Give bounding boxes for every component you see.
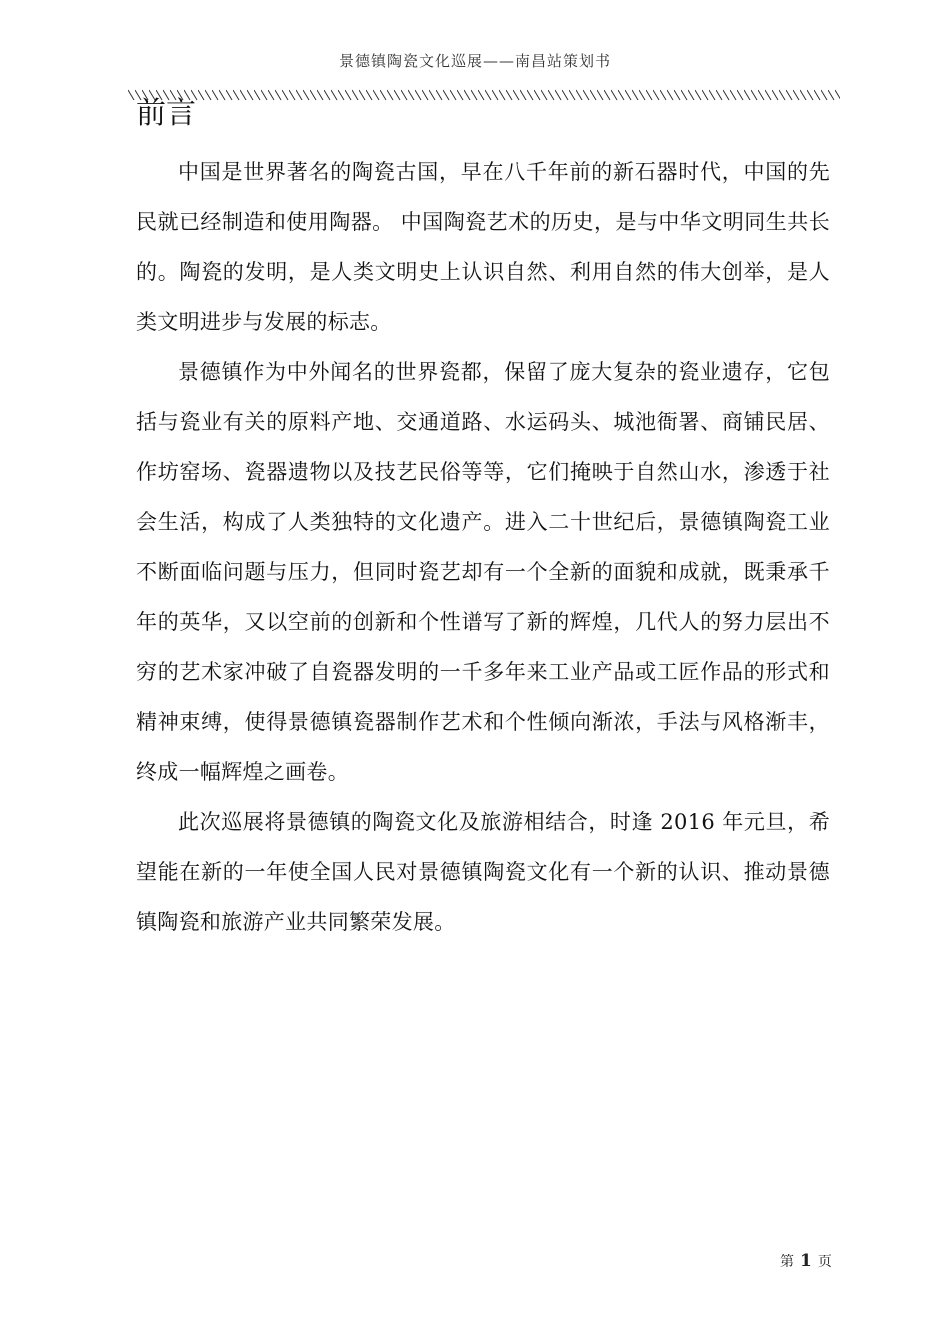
page-suffix: 页	[817, 1254, 832, 1270]
page-number: 1	[800, 1251, 812, 1271]
paragraph: 中国是世界著名的陶瓷古国，早在八千年前的新石器时代，中国的先民就已经制造和使用陶器。 中国陶瓷艺术的历史，是与中华文明同生共长的。陶瓷的发明，是人类文明史上认识自然、利用自然的伟大创举，是人类文明进步与发展的标志。	[136, 160, 830, 334]
page-number-footer	[780, 1251, 832, 1271]
page-prefix: 第	[780, 1254, 794, 1270]
body-text	[136, 147, 830, 947]
section-heading: 前言	[136, 96, 196, 131]
header-divider	[128, 88, 840, 102]
paragraph: 景德镇作为中外闻名的世界瓷都，保留了庞大复杂的瓷业遗存，它包括与瓷业有关的原料产地、交通道路、水运码头、城池衙署、商铺民居、作坊窑场、瓷器遗物以及技艺民俗等等，它们掩映于自然山水，渗透于社会生活，构成了人类独特的文化遗产。进入二十世纪后，景德镇陶瓷工业不断面临问题与压力，但同时瓷艺却有一个全新的面貌和成就，既秉承千年的英华，又以空前的创新和个性谱写了新的辉煌，几代人的努力层出不穷的艺术家冲破了自瓷器发明的一千多年来工业产品或工匠作品的形式和精神束缚，使得景德镇瓷器制作艺术和个性倾向渐浓，手法与风格渐丰，终成一幅辉煌之画卷。	[136, 360, 830, 784]
running-header: 景德镇陶瓷文化巡展——南昌站策划书	[338, 52, 611, 70]
paragraph: 此次巡展将景德镇的陶瓷文化及旅游相结合，时逢 2016 年元旦，希望能在新的一年使全国人民对景德镇陶瓷文化有一个新的认识、推动景德镇陶瓷和旅游产业共同繁荣发展。	[136, 810, 830, 934]
